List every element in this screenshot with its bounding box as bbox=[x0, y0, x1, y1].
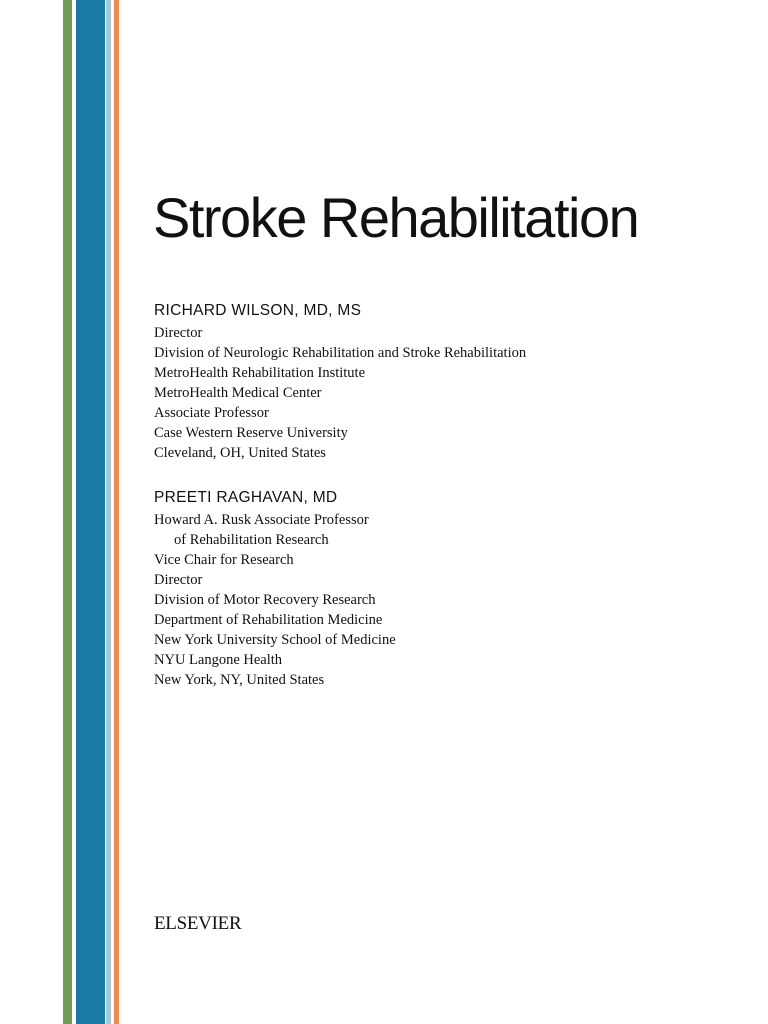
affiliation-line: MetroHealth Rehabilitation Institute bbox=[154, 365, 366, 381]
book-title: Stroke Rehabilitation bbox=[153, 186, 639, 249]
affiliation-line: Division of Neurologic Rehabilitation and Stroke Rehabilitation bbox=[154, 345, 527, 361]
affiliation-line: Director bbox=[154, 572, 203, 588]
affiliation-line: Department of Rehabilitation Medicine bbox=[154, 612, 383, 628]
affiliation-line: New York, NY, United States bbox=[154, 672, 325, 688]
affiliation-line: Director bbox=[154, 325, 203, 341]
orange-stripe bbox=[114, 0, 119, 1024]
affiliation-line: New York University School of Medicine bbox=[154, 632, 396, 648]
affiliation-list bbox=[154, 323, 526, 463]
affiliation-line: MetroHealth Medical Center bbox=[154, 385, 322, 401]
author-name: PREETI RAGHAVAN, MD bbox=[154, 489, 338, 506]
light-blue-stripe bbox=[106, 0, 111, 1024]
blue-stripe bbox=[76, 0, 105, 1024]
affiliation-list bbox=[154, 510, 396, 690]
author-name: RICHARD WILSON, MD, MS bbox=[154, 302, 362, 319]
publisher-logo: ELSEVIER bbox=[154, 913, 242, 934]
affiliation-line: Cleveland, OH, United States bbox=[154, 445, 326, 461]
author-block-wilson bbox=[154, 301, 526, 463]
affiliation-line: Division of Motor Recovery Research bbox=[154, 592, 376, 608]
affiliation-line: Vice Chair for Research bbox=[154, 552, 294, 568]
author-block-raghavan bbox=[154, 488, 396, 690]
affiliation-line: NYU Langone Health bbox=[154, 652, 283, 668]
affiliation-line: Case Western Reserve University bbox=[154, 425, 348, 441]
affiliation-line: of Rehabilitation Research bbox=[174, 532, 329, 548]
green-stripe bbox=[63, 0, 72, 1024]
affiliation-line: Howard A. Rusk Associate Professor bbox=[154, 512, 369, 528]
affiliation-line: Associate Professor bbox=[154, 405, 269, 421]
